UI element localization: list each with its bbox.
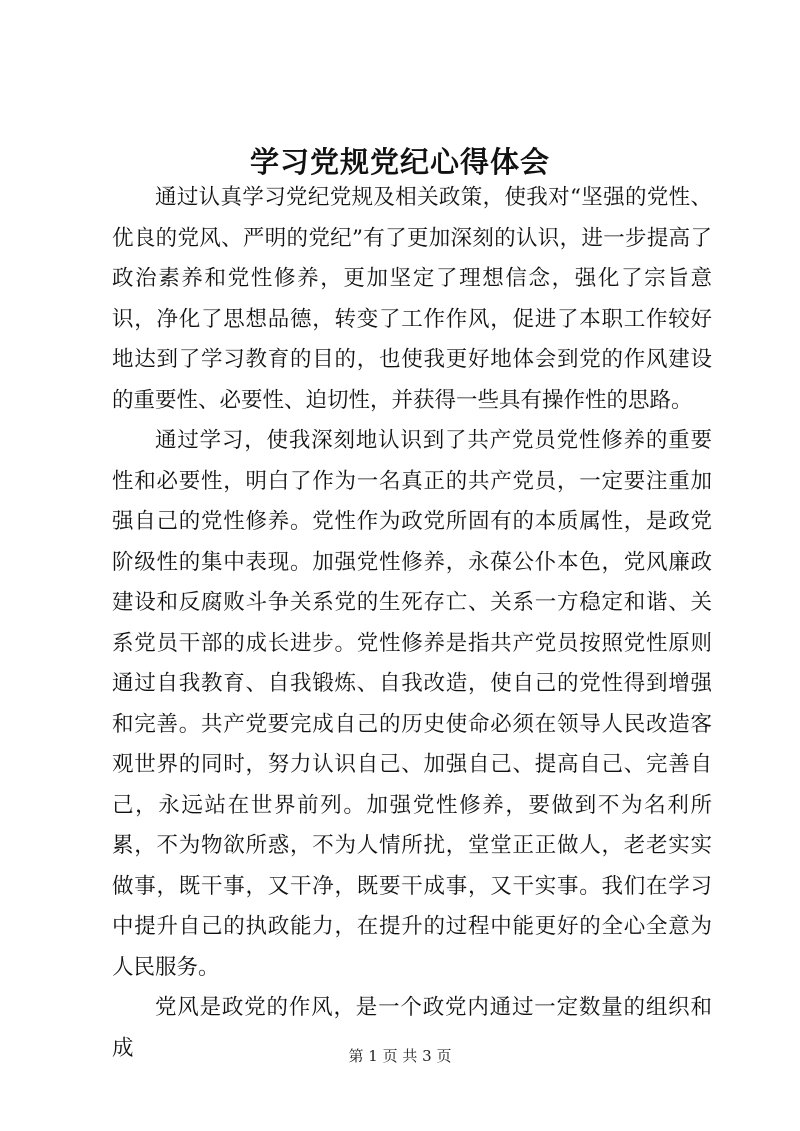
document-title: 学习党规党纪心得体会 bbox=[249, 145, 550, 179]
paragraph-1: 通过认真学习党纪党规及相关政策，使我对“坚强的党性、优良的党风、严明的党纪”有了更加深刻的认识，进一步提高了政治素养和党性修养，更加坚定了理想信念，强化了宗旨意识，净化了思想品德，转变了工作作风，促进了本职工作较好地达到了学习教育的目的，也使我更好地体会到党的作风建设的重要性、必要性、迫切性，并获得一些具有操作性的思路。 bbox=[112, 185, 712, 413]
document-body bbox=[112, 178, 712, 1069]
paragraph-2: 通过学习，使我深刻地认识到了共产党员党性修养的重要性和必要性，明白了作为一名真正的共产党员，一定要注重加强自己的党性修养。党性作为政党所固有的本质属性，是政党阶级性的集中表现。加强党性修养，永葆公仆本色，党风廉政建设和反腐败斗争关系党的生死存亡、关系一方稳定和谐、关系党员干部的成长进步。党性修养是指共产党员按照党性原则通过自我教育、自我锻炼、自我改造，使自己的党性得到增强和完善。共产党要完成自己的历史使命必须在领导人民改造客观世界的同时，努力认识自己、加强自己、提高自己、完善自己，永远站在世界前列。加强党性修养，要做到不为名利所累，不为物欲所惑，不为人情所扰，堂堂正正做人，老老实实做事，既干事，又干净，既要干成事，又干实事。我们在学习中提升自己的执政能力，在提升的过程中能更好的全心全意为人民服务。 bbox=[112, 428, 712, 980]
paragraph-3: 党风是政党的作风，是一个政党内通过一定数量的组织和成 bbox=[112, 995, 712, 1061]
page-footer: 第 1 页 共 3 页 bbox=[348, 1047, 452, 1065]
